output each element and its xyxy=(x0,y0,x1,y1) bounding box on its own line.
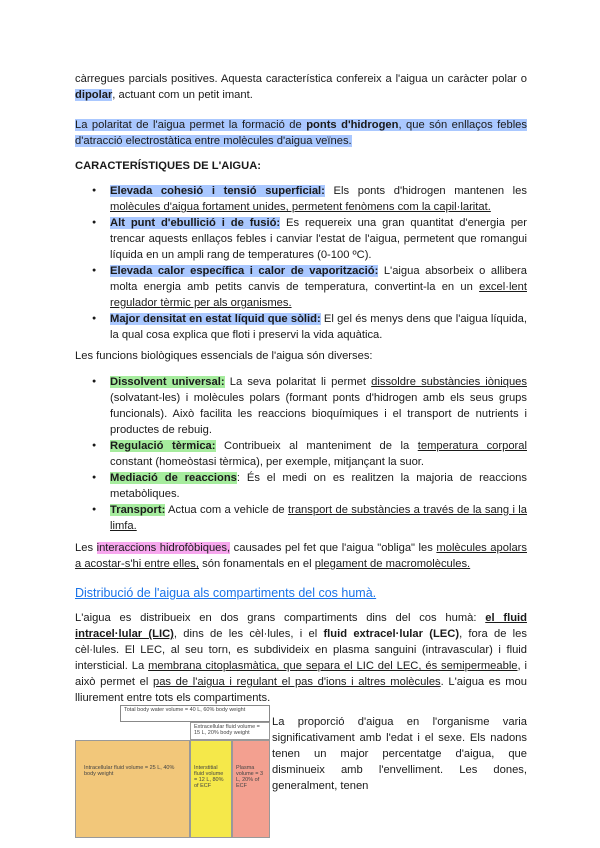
heading-distribucio-link[interactable]: Distribució de l'aigua als compartiments del cos humà. xyxy=(75,586,377,600)
list-item xyxy=(75,374,527,438)
underlined-text: membrana citoplasmàtica, que separa el LIC del LEC, és semipermeable xyxy=(148,660,518,672)
bold-lic: el fluid intracel·lular (LIC) xyxy=(75,612,527,640)
underlined-text: plegament de macromolècules. xyxy=(314,558,471,570)
text: (solvatant-les) i molècules polars (formant ponts d'hidrogen amb els seus grups funcionals). Això facilita les reaccions bioquímiques i el transport de nutrients i productes de rebuig. xyxy=(110,392,527,436)
text: , dins de les cèl·lules, i el xyxy=(173,628,324,640)
list-item xyxy=(75,502,527,534)
text: càrregues parcials positives. Aquesta característica confereix a l'aigua un caràcter polar o xyxy=(75,73,527,85)
item-label: Mediació de reaccions xyxy=(110,472,237,484)
text: , fora de les cèl·lules. El LEC, al seu torn, es subdivideix en plasma sanguini (intravascular) i fluid intersticial. La xyxy=(75,628,527,672)
list-item xyxy=(75,311,527,343)
item-label: Dissolvent universal: xyxy=(110,376,225,388)
text: La polaritat de l'aigua permet la formació de xyxy=(75,119,307,131)
underlined-text: pas de l'aigua i regulant el pas d'ions i altres molècules xyxy=(152,676,441,688)
list-item xyxy=(75,183,527,215)
heading-caracteristiques: CARACTERÍSTIQUES DE L'AIGUA: xyxy=(75,160,262,172)
item-label: Transport: xyxy=(110,504,166,516)
underlined-text: molècules d'aigua fortament unides, permetent fenòmens com la capil·laritat. xyxy=(110,201,491,213)
text: . L'aigua es mou lliurement entre tots els compartiments. xyxy=(75,676,528,704)
text: La seva polaritat li permet xyxy=(224,376,372,388)
text: Els ponts d'hidrogen mantenen les xyxy=(324,185,527,197)
text: són fonamentals en el xyxy=(199,558,315,570)
extracellular-label: Extracellular fluid volume = 15 L, 20% body weight xyxy=(190,722,270,740)
paragraph-ponts-hidrogen xyxy=(75,117,527,149)
list-item xyxy=(75,438,527,470)
underlined-text: temperatura corporal xyxy=(417,440,527,452)
text: Es requereix una gran quantitat d'energia per trencar aquests enllaços febles i canviar l'estat de l'aigua, permetent que romangui líquida en un ampli rang de temperatures (0-100 ºC). xyxy=(110,217,528,261)
paragraph-distribucio xyxy=(75,610,527,706)
list-item xyxy=(75,215,527,263)
underlined-text: molècules apolars a acostar-s'hi entre elles, xyxy=(75,542,527,570)
intracellular-box: Intracellular fluid volume = 25 L, 40% body weight xyxy=(75,740,190,838)
text: Actua com a vehicle de xyxy=(165,504,288,516)
highlight-hidrofobiques: interaccions hidrofòbiques, xyxy=(96,542,231,554)
text: Contribueix al manteniment de la xyxy=(215,440,418,452)
bold-ponts-hidrogen: ponts d'hidrogen xyxy=(306,119,399,131)
text: , que són enllaços febles d'atracció electrostàtica entre molècules d'aigua veïnes. xyxy=(75,119,528,147)
interstitial-box: Interstitial fluid volume = 12 L, 80% of ECF xyxy=(190,740,232,838)
text: causades pel fet que l'aigua "obliga" les xyxy=(230,542,437,554)
underlined-text: dissoldre substàncies iòniques xyxy=(371,376,527,388)
list-caracteristiques xyxy=(75,183,527,343)
paragraph-hidrofobiques xyxy=(75,540,527,572)
item-label: Elevada calor específica i calor de vaporització: xyxy=(110,265,379,277)
list-item xyxy=(75,263,527,311)
list-funcions xyxy=(75,374,527,534)
text: , actuant com un petit imant. xyxy=(112,89,253,101)
paragraph-proporcio: La proporció d'aigua en l'organisme varia significativament amb l'edat i el sexe. Els nadons tenen un major percentatge d'aigua, que disminueix amb l'envelliment. Les dones, generalment, tenen xyxy=(272,716,527,792)
item-label: Major densitat en estat líquid que sòlid: xyxy=(110,313,321,325)
text: Les xyxy=(75,542,97,554)
text: L'aigua absorbeix o allibera molta energia amb petits canvis de temperatura, convertint-la en un xyxy=(110,265,527,293)
paragraph-dipolar xyxy=(75,71,527,103)
item-label: Regulació tèrmica: xyxy=(110,440,216,452)
paragraph-funcions-intro: Les funcions biològiques essencials de l'aigua són diverses: xyxy=(75,350,373,362)
underlined-text: excel·lent regulador tèrmic per als organismes. xyxy=(110,281,527,309)
list-item xyxy=(75,470,527,502)
text: , i això permet el xyxy=(75,660,528,688)
plasma-box: Plasma volume = 3 L, 20% of ECF xyxy=(232,740,270,838)
text: El gel és menys dens que l'aigua líquida, la qual cosa explica que floti i preservi la vida aquàtica. xyxy=(110,313,527,341)
item-label: Elevada cohesió i tensió superficial: xyxy=(110,185,325,197)
highlight-ponts-paragraph xyxy=(75,119,527,147)
text: L'aigua es distribueix en dos grans compartiments dins del cos humà: xyxy=(75,612,486,624)
bold-lec: fluid extracel·lular (LEC) xyxy=(323,628,460,640)
highlight-dipolar: dipolar xyxy=(75,89,113,101)
text: constant (homeòstasi tèrmica), per exemple, mitjançant la suor. xyxy=(110,456,425,468)
item-label: Alt punt d'ebullició i de fusió: xyxy=(110,217,281,229)
body-water-figure xyxy=(75,705,270,838)
text: : És el medi on es realitzen la majoria de reaccions metabòliques. xyxy=(110,472,527,500)
total-body-water-label: Total body water volume = 40 L, 60% body weight xyxy=(120,705,270,722)
underlined-text: transport de substàncies a través de la sang i la limfa. xyxy=(110,504,528,532)
